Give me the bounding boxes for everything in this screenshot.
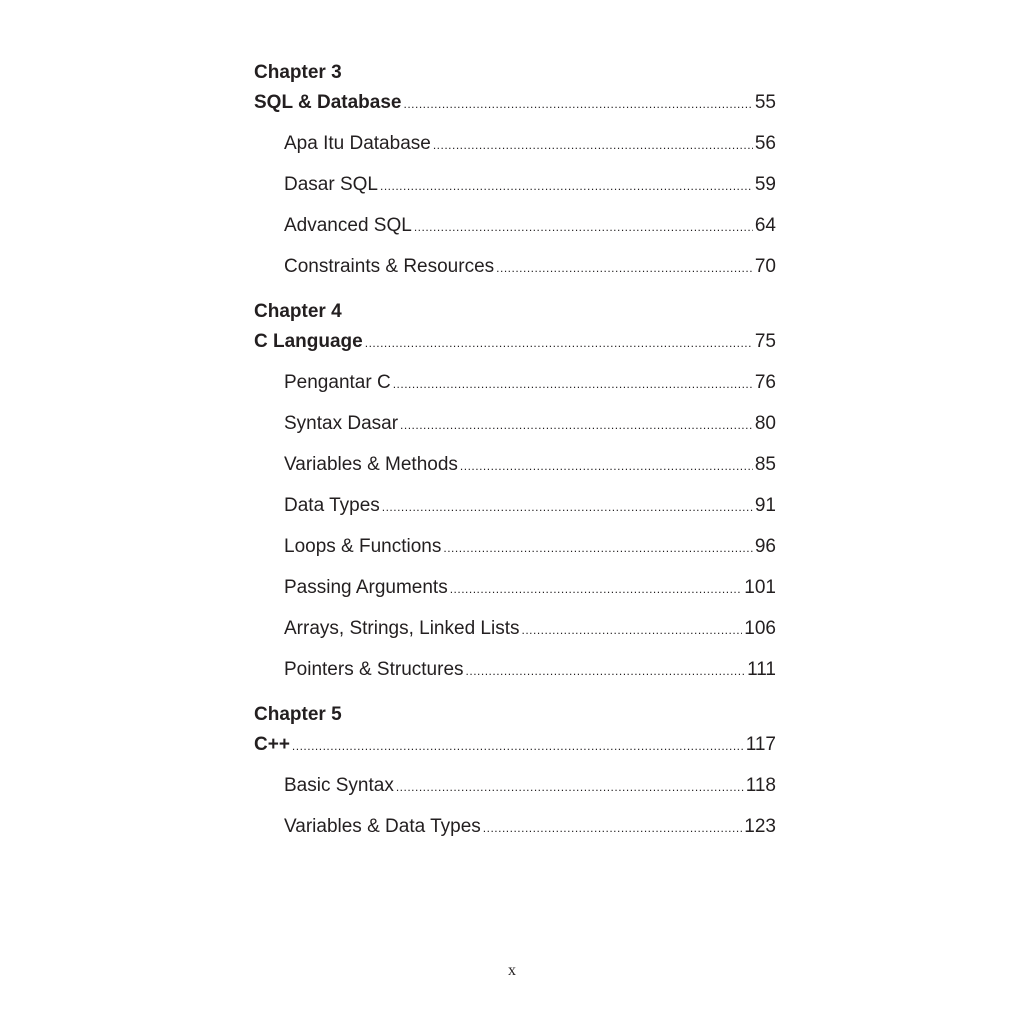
toc-entry-section[interactable] — [254, 254, 776, 280]
dot-leader — [382, 494, 753, 520]
dot-leader — [396, 774, 744, 800]
entry-page-number: 64 — [754, 215, 776, 236]
entry-page-number: 80 — [754, 413, 776, 434]
dot-leader — [460, 453, 753, 479]
entry-page-number: 96 — [754, 536, 776, 557]
toc-entry-section[interactable] — [254, 616, 776, 642]
dot-leader — [443, 535, 752, 561]
toc-entry-section[interactable] — [254, 213, 776, 239]
entry-page-number: 101 — [744, 577, 776, 598]
entry-title: Loops & Functions — [284, 536, 442, 557]
dot-leader — [496, 255, 753, 281]
toc-entry-section[interactable] — [254, 452, 776, 478]
dot-leader — [521, 617, 742, 643]
toc-entry-section[interactable] — [254, 131, 776, 157]
entry-page-number: 76 — [754, 372, 776, 393]
entry-title: C++ — [254, 734, 290, 755]
entry-page-number: 56 — [754, 133, 776, 154]
toc-entry-section[interactable] — [254, 814, 776, 840]
entry-page-number: 55 — [754, 92, 776, 113]
dot-leader — [365, 330, 753, 356]
entry-title: SQL & Database — [254, 92, 402, 113]
table-of-contents — [254, 60, 776, 840]
chapter-5-block — [254, 702, 776, 840]
entry-page-number: 91 — [754, 495, 776, 516]
dot-leader — [393, 371, 753, 397]
entry-title: Syntax Dasar — [284, 413, 399, 434]
entry-page-number: 59 — [754, 174, 776, 195]
entry-title: Passing Arguments — [284, 577, 448, 598]
entry-title: Constraints & Resources — [284, 256, 495, 277]
dot-leader — [466, 658, 746, 684]
entry-title: Basic Syntax — [284, 775, 394, 796]
entry-page-number: 123 — [744, 816, 776, 837]
toc-entry-section[interactable] — [254, 534, 776, 560]
entry-page-number: 85 — [754, 454, 776, 475]
entry-title: C Language — [254, 331, 363, 352]
dot-leader — [414, 214, 753, 240]
dot-leader — [403, 91, 752, 117]
entry-title: Apa Itu Database — [284, 133, 431, 154]
dot-leader — [450, 576, 743, 602]
chapter-label: Chapter 4 — [254, 301, 342, 322]
toc-entry-section[interactable] — [254, 493, 776, 519]
entry-page-number: 117 — [745, 734, 776, 755]
dot-leader — [400, 412, 753, 438]
chapter-label: Chapter 5 — [254, 704, 342, 725]
entry-page-number: 75 — [754, 331, 776, 352]
entry-title: Pengantar C — [284, 372, 391, 393]
entry-page-number: 70 — [754, 256, 776, 277]
entry-title: Variables & Methods — [284, 454, 458, 475]
entry-title: Variables & Data Types — [284, 816, 481, 837]
entry-title: Data Types — [284, 495, 380, 516]
dot-leader — [292, 733, 744, 759]
dot-leader — [433, 132, 753, 158]
dot-leader — [483, 815, 743, 841]
toc-entry-section[interactable] — [254, 773, 776, 799]
entry-title: Pointers & Structures — [284, 659, 464, 680]
entry-page-number: 111 — [747, 659, 776, 680]
toc-entry-chapter-title[interactable] — [254, 329, 776, 355]
toc-entry-section[interactable] — [254, 575, 776, 601]
chapter-label: Chapter 3 — [254, 62, 342, 83]
entry-title: Advanced SQL — [284, 215, 412, 236]
chapter-3-block — [254, 60, 776, 280]
toc-entry-section[interactable] — [254, 657, 776, 683]
toc-entry-chapter-title[interactable] — [254, 732, 776, 758]
entry-page-number: 118 — [745, 775, 776, 796]
toc-entry-section[interactable] — [254, 370, 776, 396]
chapter-4-block — [254, 299, 776, 683]
entry-page-number: 106 — [744, 618, 776, 639]
entry-title: Arrays, Strings, Linked Lists — [284, 618, 520, 639]
page-number: x — [508, 962, 516, 979]
dot-leader — [380, 173, 753, 199]
toc-entry-section[interactable] — [254, 172, 776, 198]
entry-title: Dasar SQL — [284, 174, 378, 195]
toc-entry-chapter-title[interactable] — [254, 90, 776, 116]
toc-entry-section[interactable] — [254, 411, 776, 437]
